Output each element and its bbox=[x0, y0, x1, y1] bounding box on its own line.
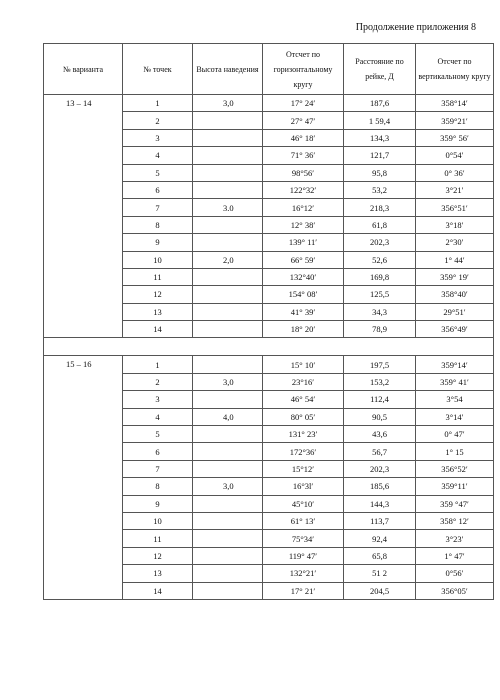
vertical-reading-cell: 356°52′ bbox=[416, 460, 494, 477]
horizontal-reading-cell: 122°32′ bbox=[263, 181, 344, 198]
distance-cell: 202,3 bbox=[344, 460, 416, 477]
horizontal-reading-cell: 16°3l′ bbox=[263, 478, 344, 495]
horizontal-reading-cell: 45°10′ bbox=[263, 495, 344, 512]
height-cell bbox=[193, 268, 263, 285]
vertical-reading-cell: 0°56′ bbox=[416, 565, 494, 582]
horizontal-reading-cell: 41° 39′ bbox=[263, 303, 344, 320]
variant-cell: 13 – 14 bbox=[44, 95, 123, 338]
horizontal-reading-cell: 75°34′ bbox=[263, 530, 344, 547]
distance-cell: 56,7 bbox=[344, 443, 416, 460]
vertical-reading-cell: 359° 19′ bbox=[416, 268, 494, 285]
distance-cell: 112,4 bbox=[344, 391, 416, 408]
point-number-cell: 14 bbox=[123, 321, 193, 338]
point-number-cell: 3 bbox=[123, 391, 193, 408]
point-number-cell: 7 bbox=[123, 199, 193, 216]
distance-cell: 153,2 bbox=[344, 373, 416, 390]
height-cell bbox=[193, 286, 263, 303]
distance-cell: 61,8 bbox=[344, 216, 416, 233]
distance-cell: 90,5 bbox=[344, 408, 416, 425]
distance-cell: 169,8 bbox=[344, 268, 416, 285]
point-number-cell: 6 bbox=[123, 181, 193, 198]
horizontal-reading-cell: 66° 59′ bbox=[263, 251, 344, 268]
vertical-reading-cell: 359°11′ bbox=[416, 478, 494, 495]
horizontal-reading-cell: 17° 21′ bbox=[263, 582, 344, 599]
horizontal-reading-cell: 15°12′ bbox=[263, 460, 344, 477]
vertical-reading-cell: 3°54 bbox=[416, 391, 494, 408]
height-cell: 4,0 bbox=[193, 408, 263, 425]
appendix-caption: Продолжение приложения 8 bbox=[355, 22, 476, 33]
distance-cell: 144,3 bbox=[344, 495, 416, 512]
horizontal-reading-cell: 132°40′ bbox=[263, 268, 344, 285]
point-number-cell: 9 bbox=[123, 234, 193, 251]
header-row bbox=[44, 44, 494, 95]
distance-cell: 204,5 bbox=[344, 582, 416, 599]
vertical-reading-cell: 359°14′ bbox=[416, 356, 494, 373]
vertical-reading-cell: 3°23′ bbox=[416, 530, 494, 547]
vertical-reading-cell: 0° 47′ bbox=[416, 426, 494, 443]
point-number-cell: 10 bbox=[123, 512, 193, 529]
point-number-cell: 1 bbox=[123, 356, 193, 373]
header-points: № точек bbox=[123, 44, 193, 95]
distance-cell: 197,5 bbox=[344, 356, 416, 373]
vertical-reading-cell: 1° 15 bbox=[416, 443, 494, 460]
height-cell bbox=[193, 303, 263, 320]
point-number-cell: 11 bbox=[123, 530, 193, 547]
header-height: Высота наведения bbox=[193, 44, 263, 95]
height-cell bbox=[193, 112, 263, 129]
vertical-reading-cell: 359° 56′ bbox=[416, 129, 494, 146]
distance-cell: 113,7 bbox=[344, 512, 416, 529]
point-number-cell: 8 bbox=[123, 478, 193, 495]
height-cell: 3,0 bbox=[193, 478, 263, 495]
vertical-reading-cell: 356°51′ bbox=[416, 199, 494, 216]
height-cell bbox=[193, 547, 263, 564]
point-number-cell: 1 bbox=[123, 95, 193, 112]
vertical-reading-cell: 2°30′ bbox=[416, 234, 494, 251]
height-cell bbox=[193, 460, 263, 477]
horizontal-reading-cell: 154° 08′ bbox=[263, 286, 344, 303]
vertical-reading-cell: 3°21′ bbox=[416, 181, 494, 198]
vertical-reading-cell: 356°05′ bbox=[416, 582, 494, 599]
group-spacer-row bbox=[44, 338, 494, 356]
horizontal-reading-cell: 71° 36′ bbox=[263, 147, 344, 164]
distance-cell: 34,3 bbox=[344, 303, 416, 320]
vertical-reading-cell: 359° 41′ bbox=[416, 373, 494, 390]
vertical-reading-cell: 1° 47′ bbox=[416, 547, 494, 564]
header-variant: № варианта bbox=[44, 44, 123, 95]
point-number-cell: 3 bbox=[123, 129, 193, 146]
point-number-cell: 2 bbox=[123, 373, 193, 390]
point-number-cell: 11 bbox=[123, 268, 193, 285]
distance-cell: 78,9 bbox=[344, 321, 416, 338]
distance-cell: 187,6 bbox=[344, 95, 416, 112]
vertical-reading-cell: 356°49′ bbox=[416, 321, 494, 338]
point-number-cell: 9 bbox=[123, 495, 193, 512]
vertical-reading-cell: 358°40′ bbox=[416, 286, 494, 303]
height-cell bbox=[193, 234, 263, 251]
height-cell bbox=[193, 356, 263, 373]
distance-cell: 125,5 bbox=[344, 286, 416, 303]
data-table bbox=[43, 43, 494, 600]
vertical-reading-cell: 358° 12′ bbox=[416, 512, 494, 529]
point-number-cell: 13 bbox=[123, 565, 193, 582]
height-cell bbox=[193, 321, 263, 338]
horizontal-reading-cell: 15° 10′ bbox=[263, 356, 344, 373]
distance-cell: 218,3 bbox=[344, 199, 416, 216]
horizontal-reading-cell: 139° 11′ bbox=[263, 234, 344, 251]
horizontal-reading-cell: 131° 23′ bbox=[263, 426, 344, 443]
horizontal-reading-cell: 46° 18′ bbox=[263, 129, 344, 146]
point-number-cell: 10 bbox=[123, 251, 193, 268]
point-number-cell: 4 bbox=[123, 408, 193, 425]
horizontal-reading-cell: 27° 47′ bbox=[263, 112, 344, 129]
vertical-reading-cell: 29°51′ bbox=[416, 303, 494, 320]
height-cell bbox=[193, 147, 263, 164]
vertical-reading-cell: 1° 44′ bbox=[416, 251, 494, 268]
horizontal-reading-cell: 119° 47′ bbox=[263, 547, 344, 564]
point-number-cell: 4 bbox=[123, 147, 193, 164]
horizontal-reading-cell: 46° 54′ bbox=[263, 391, 344, 408]
spacer-cell bbox=[44, 338, 494, 356]
point-number-cell: 12 bbox=[123, 286, 193, 303]
table-row bbox=[44, 95, 494, 112]
point-number-cell: 12 bbox=[123, 547, 193, 564]
height-cell: 3,0 bbox=[193, 373, 263, 390]
distance-cell: 51 2 bbox=[344, 565, 416, 582]
height-cell: 2,0 bbox=[193, 251, 263, 268]
vertical-reading-cell: 358°14′ bbox=[416, 95, 494, 112]
height-cell: 3,0 bbox=[193, 95, 263, 112]
point-number-cell: 5 bbox=[123, 426, 193, 443]
height-cell bbox=[193, 582, 263, 599]
point-number-cell: 2 bbox=[123, 112, 193, 129]
distance-cell: 53,2 bbox=[344, 181, 416, 198]
height-cell bbox=[193, 565, 263, 582]
horizontal-reading-cell: 17° 24′ bbox=[263, 95, 344, 112]
variant-cell: 15 – 16 bbox=[44, 356, 123, 599]
height-cell bbox=[193, 530, 263, 547]
height-cell bbox=[193, 495, 263, 512]
header-horizontal: Отсчет по горизонтальному кругу bbox=[263, 44, 344, 95]
height-cell bbox=[193, 512, 263, 529]
vertical-reading-cell: 3°14′ bbox=[416, 408, 494, 425]
table-row bbox=[44, 356, 494, 373]
height-cell: 3.0 bbox=[193, 199, 263, 216]
horizontal-reading-cell: 18° 20′ bbox=[263, 321, 344, 338]
height-cell bbox=[193, 164, 263, 181]
header-vertical: Отсчет по вертикальному кругу bbox=[416, 44, 494, 95]
point-number-cell: 13 bbox=[123, 303, 193, 320]
height-cell bbox=[193, 426, 263, 443]
point-number-cell: 6 bbox=[123, 443, 193, 460]
distance-cell: 43,6 bbox=[344, 426, 416, 443]
distance-cell: 52,6 bbox=[344, 251, 416, 268]
distance-cell: 1 59,4 bbox=[344, 112, 416, 129]
distance-cell: 134,3 bbox=[344, 129, 416, 146]
header-distance: Расстояние по рейке, Д bbox=[344, 44, 416, 95]
vertical-reading-cell: 0° 36′ bbox=[416, 164, 494, 181]
horizontal-reading-cell: 23°16′ bbox=[263, 373, 344, 390]
point-number-cell: 14 bbox=[123, 582, 193, 599]
vertical-reading-cell: 3°18′ bbox=[416, 216, 494, 233]
horizontal-reading-cell: 172°36′ bbox=[263, 443, 344, 460]
distance-cell: 95,8 bbox=[344, 164, 416, 181]
height-cell bbox=[193, 129, 263, 146]
point-number-cell: 7 bbox=[123, 460, 193, 477]
horizontal-reading-cell: 12° 38′ bbox=[263, 216, 344, 233]
horizontal-reading-cell: 132°21′ bbox=[263, 565, 344, 582]
vertical-reading-cell: 359 °47′ bbox=[416, 495, 494, 512]
horizontal-reading-cell: 16°12′ bbox=[263, 199, 344, 216]
height-cell bbox=[193, 181, 263, 198]
vertical-reading-cell: 0°54′ bbox=[416, 147, 494, 164]
point-number-cell: 5 bbox=[123, 164, 193, 181]
distance-cell: 185,6 bbox=[344, 478, 416, 495]
distance-cell: 92,4 bbox=[344, 530, 416, 547]
height-cell bbox=[193, 216, 263, 233]
height-cell bbox=[193, 443, 263, 460]
horizontal-reading-cell: 61° 13′ bbox=[263, 512, 344, 529]
distance-cell: 121,7 bbox=[344, 147, 416, 164]
horizontal-reading-cell: 98°56′ bbox=[263, 164, 344, 181]
vertical-reading-cell: 359°21′ bbox=[416, 112, 494, 129]
distance-cell: 65,8 bbox=[344, 547, 416, 564]
distance-cell: 202,3 bbox=[344, 234, 416, 251]
horizontal-reading-cell: 80° 05′ bbox=[263, 408, 344, 425]
height-cell bbox=[193, 391, 263, 408]
point-number-cell: 8 bbox=[123, 216, 193, 233]
